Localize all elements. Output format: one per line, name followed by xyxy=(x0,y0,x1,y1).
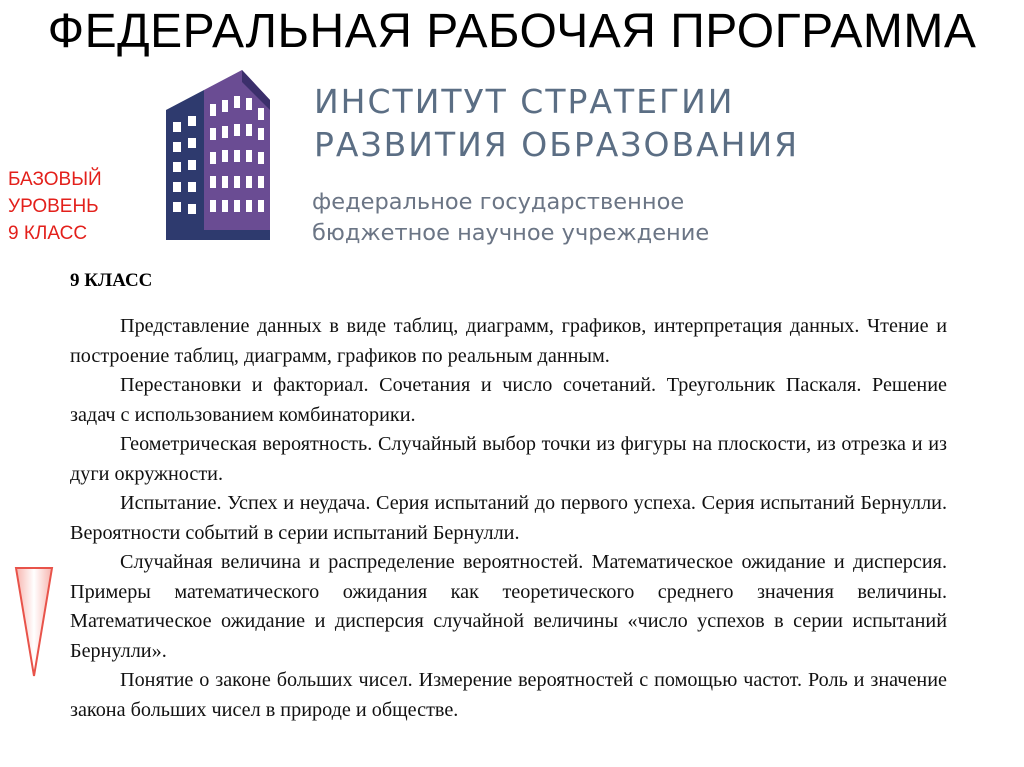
level-label xyxy=(8,166,102,247)
paragraph-combinatorics: Перестановки и факториал. Сочетания и число сочетаний. Треугольник Паскаля. Решение задач с использованием комбинаторики. xyxy=(70,374,947,426)
level-label-line1: БАЗОВЫЙ xyxy=(8,169,102,190)
institute-name-line1: ИНСТИТУТ СТРАТЕГИИ xyxy=(314,82,735,121)
paragraph-random-variable: Случайная величина и распределение вероятностей. Математическое ожидание и дисперсия. Примеры математического ожидания как теоретического среднего значения величины. Математическое ожидание и дисперсия случайной величины «число успехов в серии испытаний Бернулли». xyxy=(70,551,947,662)
section-heading: 9 КЛАСС xyxy=(70,270,153,291)
paragraph-geometric-probability: Геометрическая вероятность. Случайный выбор точки из фигуры на плоскости, из отрезка и из дуги окружности. xyxy=(70,433,947,485)
level-label-line3: 9 КЛАСС xyxy=(8,223,88,244)
program-content xyxy=(70,312,947,725)
slide-title: ФЕДЕРАЛЬНАЯ РАБОЧАЯ ПРОГРАММА xyxy=(47,5,977,58)
institute-subtitle-line1: федеральное государственное xyxy=(312,189,685,215)
paragraph-data-representation: Представление данных в виде таблиц, диаграмм, графиков, интерпретация данных. Чтение и построение таблиц, диаграмм, графиков по реальным данным. xyxy=(70,315,947,367)
institute-subtitle xyxy=(312,187,709,249)
level-label-line2: УРОВЕНЬ xyxy=(8,196,99,217)
institute-subtitle-line2: бюджетное научное учреждение xyxy=(312,220,710,246)
down-arrow-icon xyxy=(14,566,54,678)
paragraph-law-of-large-numbers: Понятие о законе больших чисел. Измерение вероятностей с помощью частот. Роль и значение закона больших чисел в природе и обществе. xyxy=(70,669,947,721)
building-logo-icon xyxy=(146,70,286,246)
institute-name-line2: РАЗВИТИЯ ОБРАЗОВАНИЯ xyxy=(314,125,800,164)
paragraph-bernoulli-trials: Испытание. Успех и неудача. Серия испытаний до первого успеха. Серия испытаний Бернулли. Вероятности событий в серии испытаний Бернулли. xyxy=(70,492,947,544)
institute-name xyxy=(314,80,799,166)
